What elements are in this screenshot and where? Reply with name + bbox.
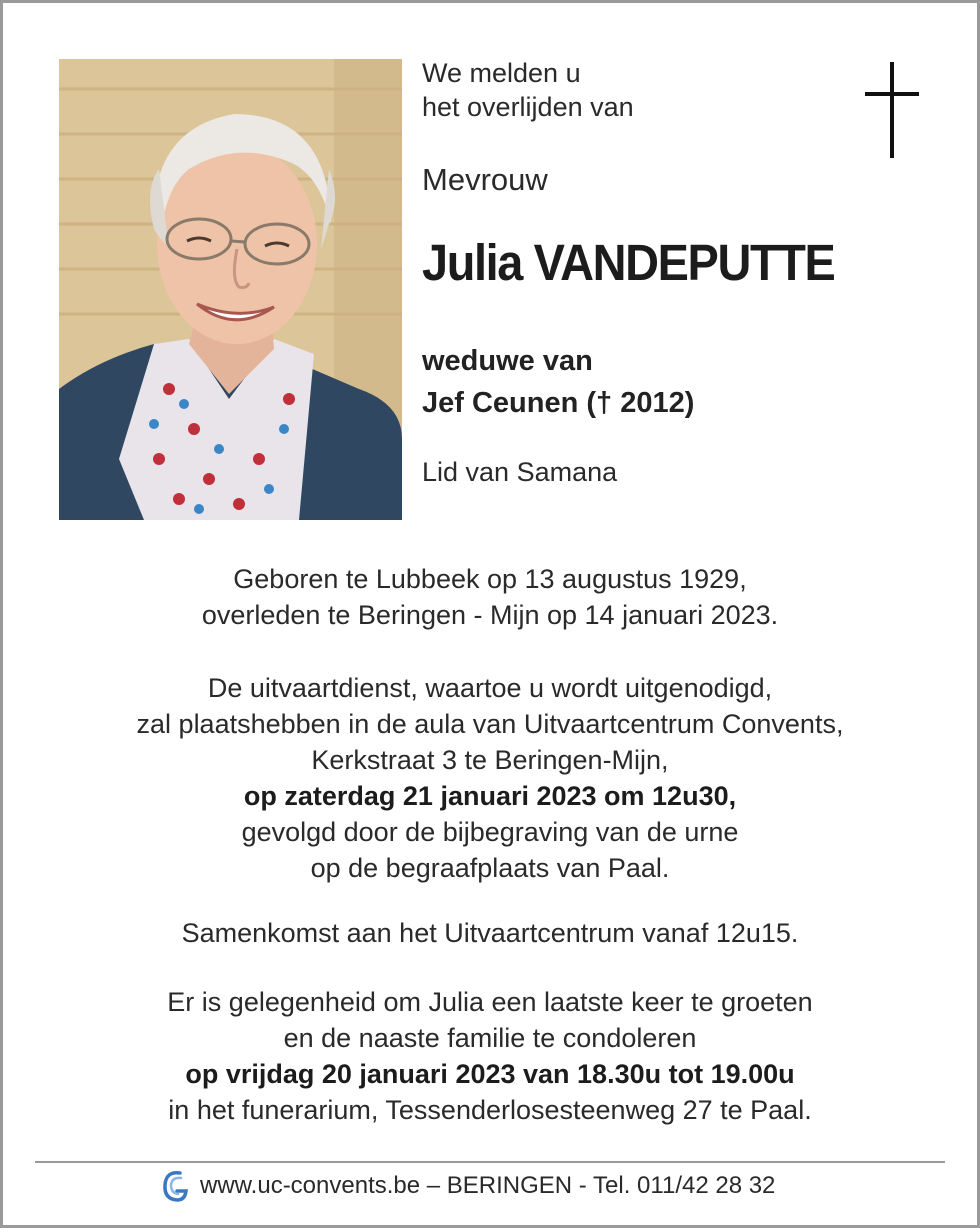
birth-death-block — [40, 561, 940, 633]
service-datetime: op zaterdag 21 januari 2023 om 12u30, — [243, 781, 737, 811]
membership: Lid van Samana — [422, 457, 618, 487]
footer-contact[interactable]: www.uc-convents.be – BERINGEN - Tel. 011/42 28 32 — [200, 1172, 776, 1199]
spouse-line-2: Jef Ceunen († 2012) — [422, 387, 695, 419]
viewing-datetime: op vrijdag 20 januari 2023 van 18.30u tot 19.00u — [185, 1059, 795, 1089]
footer — [160, 1168, 860, 1204]
announcement-line-1: We melden u — [422, 58, 581, 88]
deceased-title: Mevrouw — [422, 162, 548, 197]
service-block — [40, 670, 940, 886]
gathering-block — [40, 915, 940, 951]
portrait-photo — [59, 59, 402, 520]
service-line-1: De uitvaartdienst, waartoe u wordt uitgenodigd, — [207, 673, 773, 703]
uc-convents-logo-icon — [160, 1169, 188, 1203]
spouse-line-1: weduwe van — [422, 345, 593, 377]
announcement-line-2: het overlijden van — [422, 92, 634, 122]
service-line-6: op de begraafplaats van Paal. — [310, 853, 670, 883]
death-line: overleden te Beringen - Mijn op 14 januari 2023. — [201, 600, 779, 630]
footer-divider — [35, 1161, 945, 1163]
viewing-line-2: en de naaste familie te condoleren — [283, 1023, 697, 1053]
viewing-block — [40, 984, 940, 1128]
gathering-text: Samenkomst aan het Uitvaartcentrum vanaf 12u15. — [181, 918, 799, 948]
viewing-line-4: in het funerarium, Tessenderlosesteenweg 27 te Paal. — [168, 1095, 812, 1125]
announcement — [422, 56, 842, 124]
viewing-line-1: Er is gelegenheid om Julia een laatste keer te groeten — [167, 987, 813, 1017]
cross-icon — [862, 62, 922, 158]
service-line-3: Kerkstraat 3 te Beringen-Mijn, — [311, 745, 669, 775]
service-line-5: gevolgd door de bijbegraving van de urne — [241, 817, 739, 847]
birth-line: Geboren te Lubbeek op 13 augustus 1929, — [233, 564, 747, 594]
deceased-name: Julia VANDEPUTTE — [422, 234, 835, 291]
service-line-2: zal plaatshebben in de aula van Uitvaartcentrum Convents, — [136, 709, 844, 739]
spouse-info — [422, 340, 694, 424]
